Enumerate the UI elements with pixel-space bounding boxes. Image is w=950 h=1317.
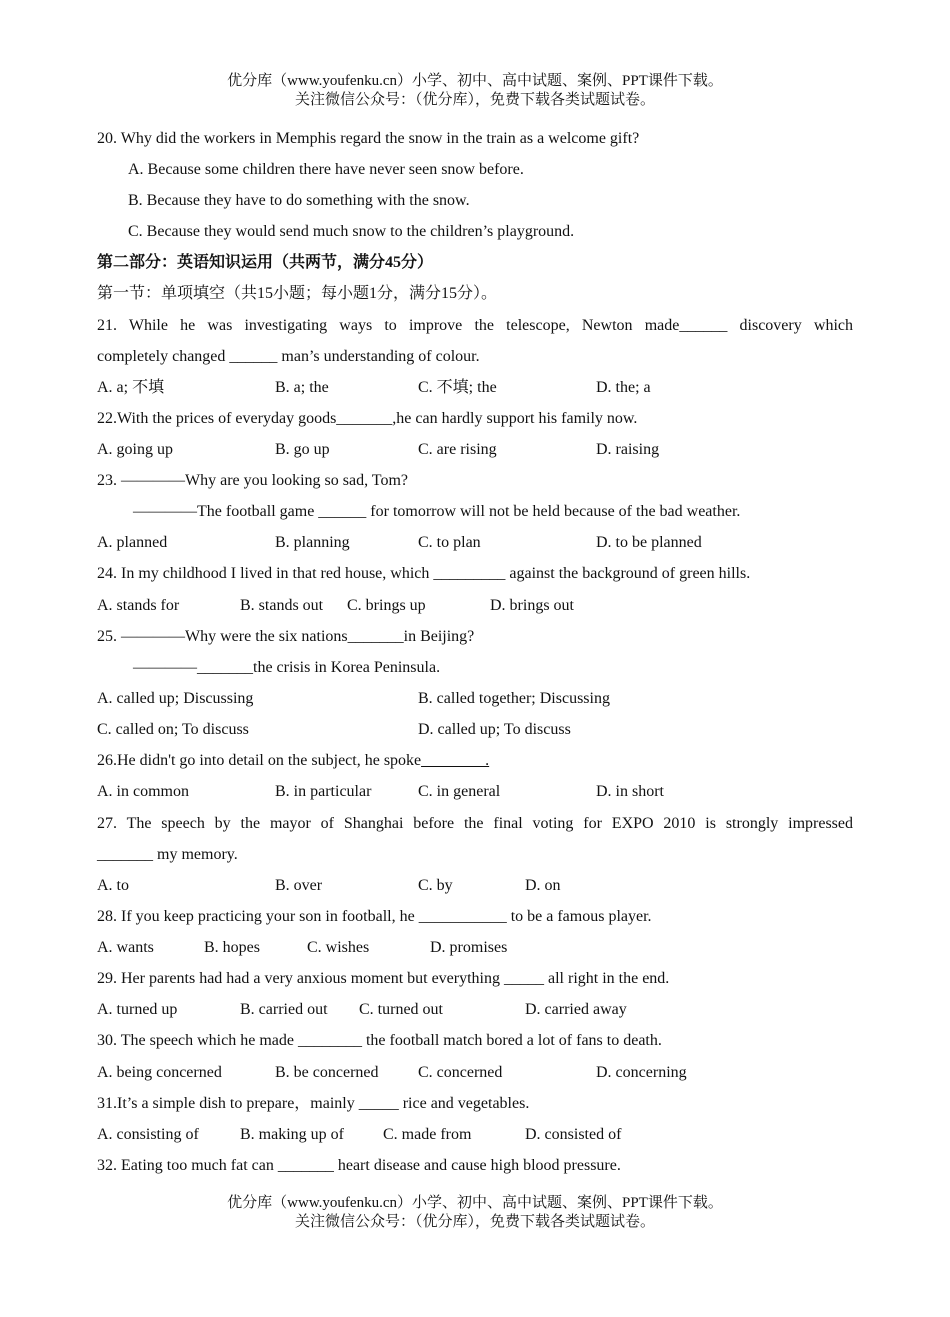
q27-option-d: D. on: [525, 877, 561, 894]
q30-stem: 30. The speech which he made ________ the football match bored a lot of fans to death.: [97, 1032, 662, 1049]
q26-option-d: D. in short: [596, 783, 664, 800]
part2-section1-title: 第一节：单项填空（共15小题；每小题1分，满分15分）。: [97, 285, 498, 302]
q29-option-d: D. carried away: [525, 1001, 627, 1018]
q20-stem: 20. Why did the workers in Memphis regard the snow in the train as a welcome gift?: [97, 130, 640, 147]
q27-option-c: C. by: [418, 877, 453, 894]
q26-blank: ________.: [421, 752, 490, 769]
q29-stem: 29. Her parents had had a very anxious moment but everything _____ all right in the end.: [97, 970, 670, 987]
q22-option-d: D. raising: [596, 441, 660, 458]
q31-option-a: A. consisting of: [97, 1126, 199, 1143]
q24-option-a: A. stands for: [97, 597, 180, 614]
q30-option-c: C. concerned: [418, 1064, 503, 1081]
q27-option-a: A. to: [97, 877, 129, 894]
q22-option-a: A. going up: [97, 441, 173, 458]
q29-option-b: B. carried out: [240, 1001, 328, 1018]
page-header: [0, 72, 950, 110]
q25-option-d: D. called up; To discuss: [418, 721, 571, 738]
q21-stem-line2: completely changed ______ man’s understanding of colour.: [97, 348, 480, 365]
q24-option-c: C. brings up: [347, 597, 426, 614]
q25-stem-line1: 25. ————Why were the six nations_______in Beijing?: [97, 628, 475, 645]
q22-stem: 22.With the prices of everyday goods_______,he can hardly support his family now.: [97, 410, 638, 427]
q25-option-b: B. called together; Discussing: [418, 690, 610, 707]
q22-option-c: C. are rising: [418, 441, 497, 458]
q30-option-d: D. concerning: [596, 1064, 687, 1081]
q24-stem: 24. In my childhood I lived in that red house, which _________ against the background of green hills.: [97, 565, 751, 582]
q27-stem-line1: 27. The speech by the mayor of Shanghai before the final voting for EXPO 2010 is strongly impressed: [97, 815, 853, 832]
q20-option-b: B. Because they have to do something with the snow.: [128, 192, 470, 209]
q26-option-c: C. in general: [418, 783, 501, 800]
q23-option-a: A. planned: [97, 534, 168, 551]
q25-option-a: A. called up; Discussing: [97, 690, 254, 707]
q28-option-d: D. promises: [430, 939, 508, 956]
q27-option-b: B. over: [275, 877, 323, 894]
q21-option-d: D. the; a: [596, 379, 651, 396]
q31-option-d: D. consisted of: [525, 1126, 622, 1143]
q21-stem-line1: 21. While he was investigating ways to improve the telescope, Newton made______ discovery which: [97, 317, 853, 334]
header-line-1: 优分库（www.youfenku.cn）小学、初中、高中试题、案例、PPT课件下载。: [227, 73, 723, 89]
footer-line-1: 优分库（www.youfenku.cn）小学、初中、高中试题、案例、PPT课件下载。: [227, 1195, 723, 1211]
q27-stem-line2: _______ my memory.: [97, 846, 238, 863]
q20-option-a: A. Because some children there have never seen snow before.: [128, 161, 524, 178]
q22-option-b: B. go up: [275, 441, 330, 458]
q25-option-c: C. called on; To discuss: [97, 721, 249, 738]
q26-stem: [97, 751, 853, 771]
q24-option-d: D. brings out: [490, 597, 574, 614]
q31-option-b: B. making up of: [240, 1126, 344, 1143]
q23-stem-line1: 23. ————Why are you looking so sad, Tom?: [97, 472, 408, 489]
q26-option-a: A. in common: [97, 783, 189, 800]
q23-option-b: B. planning: [275, 534, 350, 551]
q21-option-c: C. 不填; the: [418, 379, 497, 396]
q29-option-a: A. turned up: [97, 1001, 178, 1018]
q28-option-a: A. wants: [97, 939, 154, 956]
q20-option-c: C. Because they would send much snow to the children’s playground.: [128, 223, 575, 240]
q31-stem: 31.It’s a simple dish to prepare，mainly _____ rice and vegetables.: [97, 1095, 530, 1112]
q26-stem-text: 26.He didn't go into detail on the subject, he spoke: [97, 752, 422, 769]
q23-option-c: C. to plan: [418, 534, 481, 551]
footer-line-2: 关注微信公众号：（优分库），免费下载各类试题试卷。: [294, 1214, 655, 1230]
q23-option-d: D. to be planned: [596, 534, 702, 551]
q26-option-b: B. in particular: [275, 783, 372, 800]
header-line-2: 关注微信公众号：（优分库），免费下载各类试题试卷。: [294, 92, 655, 108]
q21-option-a: A. a; 不填: [97, 379, 165, 396]
q28-option-b: B. hopes: [204, 939, 260, 956]
q29-option-c: C. turned out: [359, 1001, 443, 1018]
q23-stem-line2: ————The football game ______ for tomorrow will not be held because of the bad weather.: [133, 503, 741, 520]
part2-title: 第二部分：英语知识运用（共两节，满分45分）: [97, 254, 434, 271]
q24-option-b: B. stands out: [240, 597, 324, 614]
q32-stem: 32. Eating too much fat can _______ heart disease and cause high blood pressure.: [97, 1157, 621, 1174]
q30-option-b: B. be concerned: [275, 1064, 379, 1081]
q31-option-c: C. made from: [383, 1126, 472, 1143]
q25-stem-line2: ————_______the crisis in Korea Peninsula.: [133, 659, 441, 676]
q28-stem: 28. If you keep practicing your son in football, he ___________ to be a famous player.: [97, 908, 652, 925]
page-footer: [0, 1194, 950, 1232]
q21-option-b: B. a; the: [275, 379, 329, 396]
q30-option-a: A. being concerned: [97, 1064, 222, 1081]
q28-option-c: C. wishes: [307, 939, 370, 956]
